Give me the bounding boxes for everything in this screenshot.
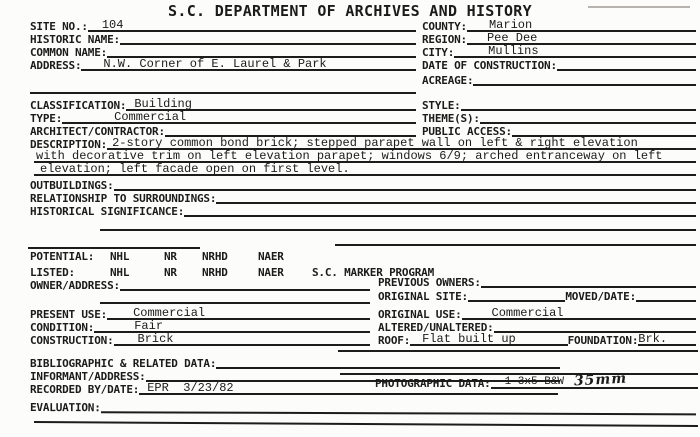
description-label: DESCRIPTION: <box>30 138 108 151</box>
outbuildings-line <box>114 179 697 191</box>
relationship-line <box>216 192 696 204</box>
original-use-line <box>462 308 697 320</box>
outbuildings-label: OUTBUILDINGS: <box>30 179 114 192</box>
roof-value: Flat built up <box>422 332 516 346</box>
themes-label: THEME(S): <box>422 112 480 125</box>
row-previous-owners <box>378 276 696 288</box>
type-label: TYPE: <box>30 112 63 125</box>
architect-label: ARCHITECT/CONTRACTOR: <box>30 125 165 138</box>
site-no-line <box>88 20 416 32</box>
row-owner-address <box>30 279 370 291</box>
present-use-label: PRESENT USE: <box>30 308 108 321</box>
photographic-label: PHOTOGRAPHIC DATA: <box>375 377 491 390</box>
classification-value: Building <box>134 97 192 111</box>
scan-line-mid <box>335 244 696 246</box>
construction-line <box>114 334 371 346</box>
scan-artifact-line <box>588 6 690 8</box>
city-line <box>454 46 696 58</box>
type-value: Commercial <box>114 110 187 124</box>
row-description-3 <box>34 164 696 176</box>
description-line-3 <box>34 164 696 176</box>
common-name-label: COMMON NAME: <box>30 46 108 59</box>
row-original-use <box>378 308 696 320</box>
themes-line <box>480 112 696 124</box>
row-themes <box>422 112 696 124</box>
condition-value: Fair <box>134 319 164 333</box>
county-value: Marion <box>488 18 533 32</box>
historical-line <box>184 205 696 217</box>
address-continuation-line <box>30 82 416 94</box>
evaluation-label: EVALUATION: <box>29 401 101 415</box>
form-title: S.C. DEPARTMENT OF ARCHIVES AND HISTORY <box>168 2 532 20</box>
historical-label: HISTORICAL SIGNIFICANCE: <box>30 205 185 218</box>
row-acreage <box>422 74 696 86</box>
potential-option-nhl: NHL <box>110 250 130 263</box>
row-county <box>422 20 696 32</box>
previous-owners-line <box>481 276 696 288</box>
region-label: REGION: <box>422 33 467 46</box>
row-date-of-construction <box>422 59 696 71</box>
row-historic-name <box>30 33 416 45</box>
marker-program-label: S.C. MARKER PROGRAM <box>312 266 435 279</box>
condition-line <box>94 321 370 333</box>
date-of-construction-label: DATE OF CONSTRUCTION: <box>422 59 557 72</box>
style-line <box>461 99 696 111</box>
city-label: CITY: <box>422 46 455 59</box>
description-value-3: elevation; left facade open on first level. <box>40 162 350 176</box>
roof-label: ROOF: <box>378 334 411 347</box>
scan-line-over-potential <box>28 247 200 249</box>
owner-continuation-line <box>100 292 370 304</box>
evaluation-continuation-line <box>34 421 698 427</box>
evaluation-line <box>101 401 696 415</box>
site-no-label: SITE NO.: <box>30 20 88 33</box>
bibliographic-line <box>216 357 560 369</box>
foundation-line <box>638 334 696 346</box>
potential-option-nrhd: NRHD <box>202 250 228 263</box>
row-potential <box>30 250 670 262</box>
city-value: Mullins <box>488 44 539 58</box>
relationship-label: RELATIONSHIP TO SURROUNDINGS: <box>30 192 217 205</box>
original-site-label: ORIGINAL SITE: <box>378 290 468 303</box>
row-site-no <box>30 20 416 32</box>
public-access-label: PUBLIC ACCESS: <box>422 125 512 138</box>
region-value: Pee Dee <box>486 31 538 45</box>
roof-line <box>410 334 567 346</box>
style-label: STYLE: <box>422 99 461 112</box>
site-no-value: 104 <box>101 18 124 32</box>
scan-line-below-roof <box>338 350 698 352</box>
owner-address-label: OWNER/ADDRESS: <box>30 279 120 292</box>
potential-label: POTENTIAL: <box>30 250 95 263</box>
recorded-label: RECORDED BY/DATE: <box>30 383 140 396</box>
row-construction <box>30 334 370 346</box>
row-type <box>30 112 416 124</box>
type-line <box>62 112 416 124</box>
informant-label: INFORMANT/ADDRESS: <box>30 370 146 383</box>
row-region <box>422 33 696 45</box>
row-relationship <box>30 192 696 204</box>
description-value-1: 2-story common bond brick; stepped parapet wall on left & right elevation <box>112 136 638 150</box>
foundation-value: Brk. <box>638 332 668 346</box>
acreage-label: ACREAGE: <box>422 74 474 87</box>
row-historical-continuation <box>100 219 696 231</box>
original-site-line <box>468 290 565 302</box>
potential-option-nr: NR <box>164 250 177 263</box>
scan-line-above-photographic <box>340 373 698 375</box>
row-recorded <box>30 383 558 395</box>
acreage-line <box>473 74 696 86</box>
description-value-2: with decorative trim on left elevation parapet; windows 6/9; arched entranceway on left <box>36 149 663 163</box>
listed-option-nhl: NHL <box>110 266 130 279</box>
row-condition <box>30 321 370 333</box>
address-line <box>81 59 416 71</box>
photographic-handwritten-value: 35mm <box>573 370 628 390</box>
previous-owners-label: PREVIOUS OWNERS: <box>378 276 481 289</box>
condition-label: CONDITION: <box>30 321 95 334</box>
historic-name-label: HISTORIC NAME: <box>30 33 120 46</box>
foundation-label: FOUNDATION: <box>567 334 639 347</box>
present-use-value: Commercial <box>133 306 206 320</box>
moved-date-label: MOVED/DATE: <box>565 290 637 303</box>
moved-date-line <box>636 290 696 302</box>
bibliographic-label: BIBLIOGRAPHIC & RELATED DATA: <box>30 357 217 370</box>
altered-label: ALTERED/UNALTERED: <box>378 321 494 334</box>
construction-label: CONSTRUCTION: <box>30 334 114 347</box>
listed-label: LISTED: <box>30 266 75 279</box>
row-outbuildings <box>30 179 696 191</box>
row-address-continuation <box>30 82 416 94</box>
address-value: N.W. Corner of E. Laurel & Park <box>103 57 327 71</box>
row-present-use <box>30 308 370 320</box>
row-original-site <box>378 290 696 302</box>
owner-address-line <box>120 279 370 291</box>
row-bibliographic <box>30 357 560 369</box>
potential-option-naer: NAER <box>258 250 284 263</box>
address-label: ADDRESS: <box>30 59 82 72</box>
row-style <box>422 99 696 111</box>
recorded-value: EPR 3/23/82 <box>147 381 234 395</box>
listed-option-nrhd: NRHD <box>202 266 228 279</box>
row-city <box>422 46 696 58</box>
row-classification <box>30 99 416 111</box>
recorded-line <box>139 383 558 395</box>
construction-value: Brick <box>137 332 174 346</box>
original-use-value: Commercial <box>491 306 564 320</box>
row-owner-continuation <box>100 292 370 304</box>
date-of-construction-line <box>557 59 696 71</box>
historical-continuation-line <box>100 219 696 231</box>
county-label: COUNTY: <box>422 20 467 33</box>
row-evaluation <box>30 401 696 415</box>
listed-option-nr: NR <box>164 266 177 279</box>
row-address <box>30 59 416 71</box>
historic-name-line <box>120 33 416 45</box>
original-use-label: ORIGINAL USE: <box>378 308 462 321</box>
row-historical <box>30 205 696 217</box>
photographic-value: 1 3x5 B&W <box>504 376 565 388</box>
classification-label: CLASSIFICATION: <box>30 99 127 112</box>
listed-option-naer: NAER <box>258 266 284 279</box>
row-roof-foundation <box>378 334 696 346</box>
